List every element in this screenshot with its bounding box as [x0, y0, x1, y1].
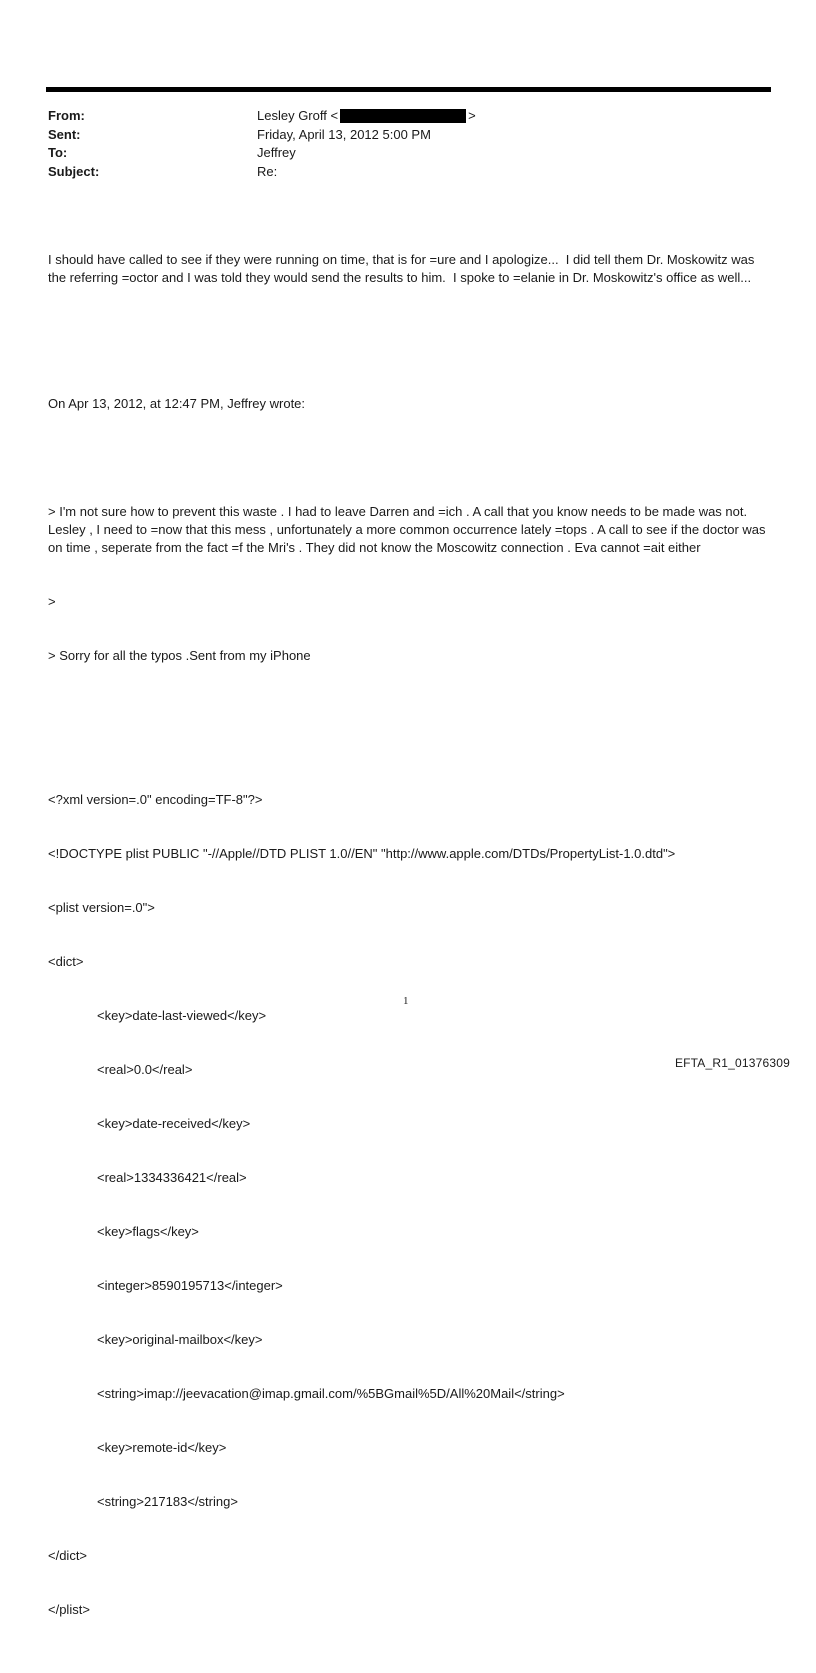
- sent-label: Sent:: [48, 126, 81, 142]
- document-id: EFTA_R1_01376309: [674, 1056, 790, 1070]
- redaction-box: [340, 109, 466, 123]
- xml-line: <plist version=.0">: [48, 900, 155, 915]
- from-value: [257, 107, 476, 126]
- subject-row: [48, 163, 476, 182]
- xml-line: <real>0.0</real>: [97, 1062, 193, 1077]
- quoted-line: > Sorry for all the typos .Sent from my iPhone: [48, 648, 311, 663]
- header-divider: [46, 87, 771, 92]
- xml-line: </plist>: [48, 1602, 90, 1617]
- xml-line: <!DOCTYPE plist PUBLIC "-//Apple//DTD PLIST 1.0//EN" "http://www.apple.com/DTDs/PropertyList-1.0.dtd">: [48, 846, 676, 861]
- xml-line: <real>1334336421</real>: [97, 1170, 247, 1185]
- from-name: Lesley Groff <: [257, 108, 339, 123]
- to-label: To:: [48, 145, 68, 160]
- xml-line: <key>date-received</key>: [97, 1116, 251, 1131]
- sent-row: [48, 126, 476, 145]
- sent-value: Friday, April 13, 2012 5:00 PM: [257, 126, 431, 142]
- from-close: >: [468, 108, 476, 123]
- from-row: [48, 107, 476, 126]
- xml-line: <integer>8590195713</integer>: [97, 1278, 283, 1293]
- to-value: Jeffrey: [257, 145, 296, 160]
- email-header: [48, 107, 476, 181]
- quoted-line: >: [48, 594, 56, 609]
- xml-line: <key>original-mailbox</key>: [97, 1332, 263, 1347]
- quoted-line: > I'm not sure how to prevent this waste . I had to leave Darren and =ich . A call that you know needs to be made was not. Lesley , I need to =now that this mess , unfortunately a more common occurrence lately =tops . A call to see if the doctor was on time , seperate from the fact =f the Mri's . They did not know the Moscowitz connection . Eva cannot =ait either: [48, 504, 770, 555]
- xml-line: </dict>: [48, 1548, 88, 1563]
- xml-line: <string>imap://jeevacation@imap.gmail.com/%5BGmail%5D/All%20Mail</string>: [97, 1386, 565, 1401]
- xml-line: <dict>: [48, 954, 84, 969]
- xml-line: <?xml version=.0" encoding=TF-8"?>: [48, 792, 263, 807]
- xml-line: <key>date-last-viewed</key>: [97, 1008, 267, 1023]
- email-body: [48, 215, 770, 1673]
- subject-value: Re:: [257, 163, 278, 179]
- plist-xml: [48, 755, 770, 1655]
- from-label: From:: [48, 108, 85, 123]
- quote-intro: On Apr 13, 2012, at 12:47 PM, Jeffrey wrote:: [48, 396, 306, 411]
- to-row: [48, 144, 476, 163]
- page-number: 1: [403, 995, 409, 1007]
- xml-line: <key>remote-id</key>: [97, 1440, 227, 1455]
- reply-paragraph: I should have called to see if they were running on time, that is for =ure and I apologize... I did tell them Dr. Moskowitz was the referring =octor and I was told they would send the results to him. I spoke to =elanie in Dr. Moskowitz's office as well...: [48, 252, 758, 285]
- xml-line: <key>flags</key>: [97, 1224, 199, 1239]
- xml-line: <string>217183</string>: [97, 1494, 238, 1509]
- subject-label: Subject:: [48, 163, 100, 179]
